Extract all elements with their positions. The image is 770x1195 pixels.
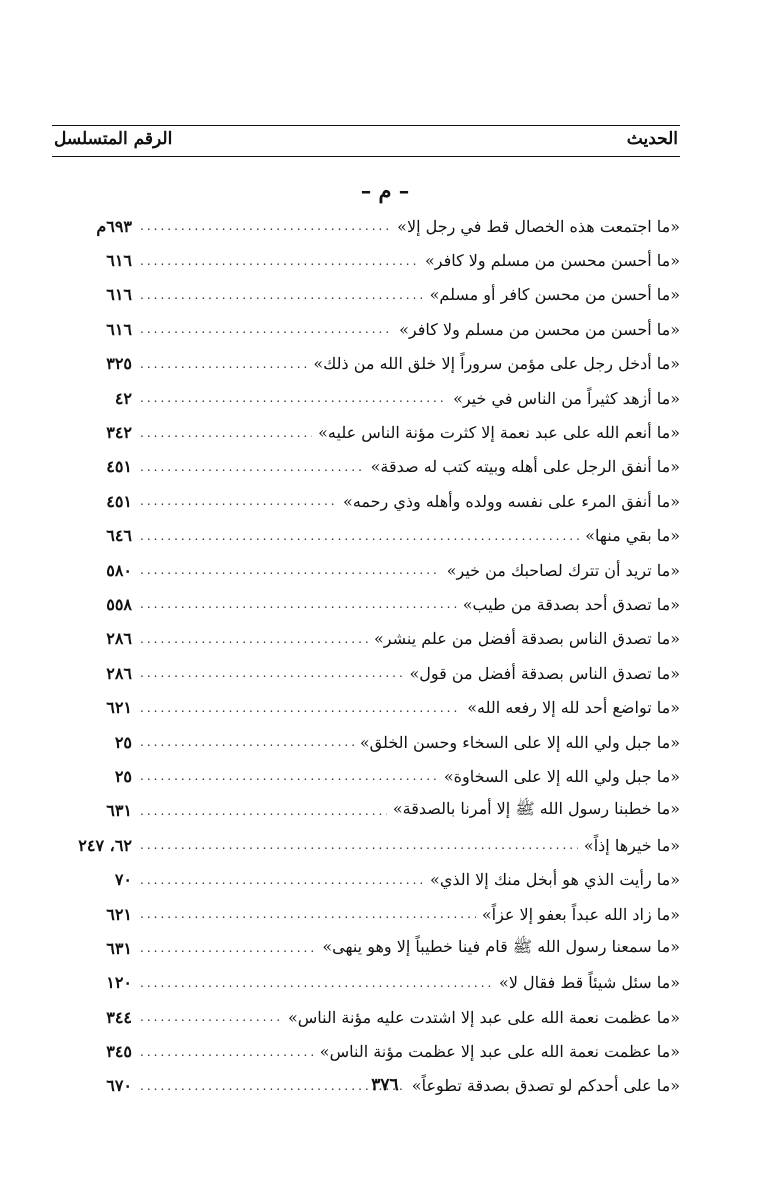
serial-number: ٣٤٤ bbox=[106, 1007, 132, 1027]
hadith-text: «ما تصدق أحد بصدقة من طيب» bbox=[462, 594, 680, 614]
serial-number: ٣٤٥ bbox=[106, 1042, 132, 1062]
serial-number: ٦٧٠ bbox=[106, 1076, 132, 1096]
serial-number: ٦٢١ bbox=[106, 698, 132, 718]
hadith-text: «ما زاد الله عبداً بعفو إلا عزاً» bbox=[481, 904, 680, 924]
hadith-text: «ما سمعنا رسول الله ﷺ قام فينا خطيباً إلا وهو ينهى» bbox=[322, 936, 680, 956]
list-item bbox=[52, 931, 680, 965]
hadith-text: «ما أنفق المرء على نفسه وولده وأهله وذي رحمه» bbox=[343, 491, 680, 511]
hadith-text: «ما على أحدكم لو تصدق بصدقة تطوعاً» bbox=[411, 1076, 680, 1096]
list-item bbox=[52, 381, 680, 415]
hadith-text: «ما تصدق الناس بصدقة أفضل من قول» bbox=[409, 663, 680, 683]
list-item bbox=[52, 656, 680, 690]
list-item bbox=[52, 347, 680, 381]
serial-number: ٤٢ bbox=[114, 388, 132, 408]
list-item bbox=[52, 519, 680, 553]
serial-number: ٦٢١ bbox=[106, 904, 132, 924]
serial-number: ٢٨٦ bbox=[106, 663, 132, 683]
hadith-text: «ما أنفق الرجل على أهله وبيته كتب له صدقة» bbox=[370, 457, 680, 477]
list-item bbox=[52, 243, 680, 277]
serial-number: ٦١٦ bbox=[106, 319, 132, 339]
serial-number: ٧٠ bbox=[114, 870, 132, 890]
serial-number: ٦٣١ bbox=[106, 938, 132, 958]
serial-number: ٢٥ bbox=[114, 766, 132, 786]
serial-number: ٣٤٢ bbox=[106, 423, 132, 443]
hadith-text: «ما بقي منها» bbox=[585, 526, 680, 546]
table-header bbox=[52, 125, 680, 157]
serial-number: ١٢٠ bbox=[106, 973, 132, 993]
section-letter-heading: – م – bbox=[360, 178, 410, 203]
list-item bbox=[52, 690, 680, 724]
hadith-text: «ما جبل ولي الله إلا على السخاء وحسن الخلق» bbox=[359, 732, 680, 752]
hadith-column-label: الحديث bbox=[626, 129, 678, 149]
serial-number: ٣٢٥ bbox=[106, 354, 132, 374]
hadith-text: «ما أحسن محسن من مسلم ولا كافر» bbox=[424, 251, 680, 271]
serial-number: ٥٨٠ bbox=[106, 560, 132, 580]
hadith-text: «ما أزهد كثيراً من الناس في خير» bbox=[453, 388, 680, 408]
hadith-text: «ما خطبنا رسول الله ﷺ إلا أمرنا بالصدقة» bbox=[392, 799, 680, 819]
list-item bbox=[52, 828, 680, 862]
list-item bbox=[52, 450, 680, 484]
hadith-text: «ما رأيت الذي هو أبخل منك إلا الذي» bbox=[430, 870, 680, 890]
list-item bbox=[52, 759, 680, 793]
list-item bbox=[52, 278, 680, 312]
hadith-text: «ما خيرها إذاً» bbox=[583, 835, 680, 855]
list-item bbox=[52, 966, 680, 1000]
list-item bbox=[52, 897, 680, 931]
hadith-text: «ما عظمت نعمة الله على عبد إلا عظمت مؤنة الناس» bbox=[319, 1042, 680, 1062]
serial-number: ٦١٦ bbox=[106, 251, 132, 271]
list-item bbox=[52, 587, 680, 621]
serial-number: ٢٥ bbox=[114, 732, 132, 752]
serial-number: ٦٩٣م bbox=[96, 216, 132, 236]
hadith-text: «ما أدخل رجل على مؤمن سروراً إلا خلق الله من ذلك» bbox=[313, 354, 680, 374]
hadith-text: «ما تواضع أحد لله إلا رفعه الله» bbox=[467, 698, 680, 718]
list-item bbox=[52, 415, 680, 449]
serial-number: ٤٥١ bbox=[106, 457, 132, 477]
list-item bbox=[52, 484, 680, 518]
hadith-text: «ما أنعم الله على عبد نعمة إلا كثرت مؤنة الناس عليه» bbox=[318, 423, 680, 443]
serial-number: ٦٢، ٢٤٧ bbox=[78, 835, 132, 855]
serial-number-column-label: الرقم المتسلسل bbox=[54, 129, 173, 149]
list-item bbox=[52, 1000, 680, 1034]
hadith-text: «ما أحسن من محسن من مسلم ولا كافر» bbox=[399, 319, 680, 339]
hadith-text: «ما عظمت نعمة الله على عبد إلا اشتدت عليه مؤنة الناس» bbox=[287, 1007, 680, 1027]
serial-number: ٦١٦ bbox=[106, 285, 132, 305]
list-item bbox=[52, 862, 680, 896]
hadith-text: «ما تصدق الناس بصدقة أفضل من علم ينشر» bbox=[374, 629, 680, 649]
serial-number: ٤٥١ bbox=[106, 491, 132, 511]
list-item bbox=[52, 622, 680, 656]
list-item bbox=[52, 553, 680, 587]
serial-number: ٦٤٦ bbox=[106, 526, 132, 546]
hadith-text: «ما تريد أن تترك لصاحبك من خير» bbox=[446, 560, 680, 580]
hadith-text: «ما سئل شيئاً قط فقال لا» bbox=[499, 973, 680, 993]
list-item bbox=[52, 725, 680, 759]
serial-number: ٢٨٦ bbox=[106, 629, 132, 649]
hadith-index-list bbox=[52, 209, 680, 1103]
list-item bbox=[52, 209, 680, 243]
hadith-text: «ما جبل ولي الله إلا على السخاوة» bbox=[443, 766, 680, 786]
list-item bbox=[52, 794, 680, 828]
serial-number: ٥٥٨ bbox=[106, 594, 132, 614]
serial-number: ٦٣١ bbox=[106, 801, 132, 821]
list-item bbox=[52, 312, 680, 346]
page-number: ٣٧٦ bbox=[371, 1075, 399, 1095]
list-item bbox=[52, 1034, 680, 1068]
hadith-text: «ما اجتمعت هذه الخصال قط في رجل إلا» bbox=[397, 216, 680, 236]
hadith-text: «ما أحسن من محسن كافر أو مسلم» bbox=[429, 285, 680, 305]
